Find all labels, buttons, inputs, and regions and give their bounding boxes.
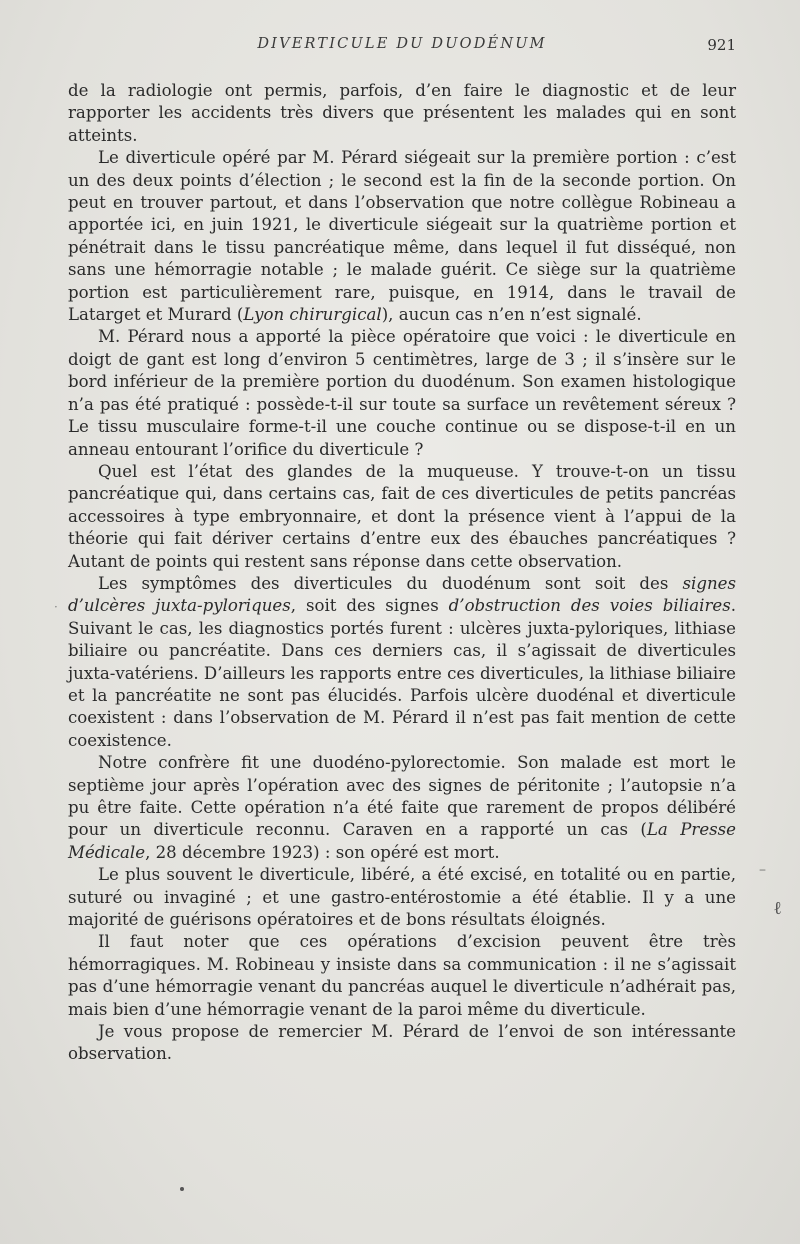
text-run: ), aucun cas n’en n’est signalé. — [381, 305, 642, 325]
body-text — [68, 80, 736, 1066]
italic-text: signes d’ulcères juxta-pyloriques — [68, 573, 736, 616]
paragraph — [68, 752, 736, 864]
paragraph — [68, 147, 736, 326]
page-header — [68, 36, 736, 58]
text-run: , soit des signes — [290, 596, 449, 616]
text-run: Je vous propose de remercier M. Pérard de l’envoi de son intéressante observation. — [68, 1022, 736, 1064]
margin-tick-mark: · — [54, 600, 58, 614]
running-title: DIVERTICULE DU DUODÉNUM — [257, 36, 547, 52]
paragraph — [68, 1021, 736, 1066]
paragraph — [68, 931, 736, 1021]
italic-text: d’obstruction des voies biliaires — [448, 596, 731, 616]
paragraph — [68, 326, 736, 460]
paragraph — [68, 80, 736, 147]
margin-dash-mark: – — [759, 862, 766, 878]
margin-pencil-mark: ℓ — [773, 898, 782, 919]
text-run: Le plus souvent le diverticule, libéré, a été excisé, en totalité ou en partie, suturé ou invaginé ; et une gastro-entérostomie a été établie. Il y a une majorité de guérisons opératoires et de bons résultats éloignés. — [68, 865, 736, 930]
text-run: Le diverticule opéré par M. Pérard siégeait sur la première portion : c’est un des deux points d’élection ; le second est la fin de la seconde portion. On peut en trouver partout, et dans l’observation que notre collègue Robineau a apportée ici, en juin 1921, le diverticule siégeait sur la quatrième portion et pénétrait dans le tissu pancréatique même, dans lequel il fut disséqué, non sans une hémorragie notable ; le malade guérit. Ce siège sur la quatrième portion est particulièrement rare, puisque, en 1914, dans le travail de Latarget et Murard ( — [68, 148, 736, 325]
page-number: 921 — [707, 36, 736, 54]
text-run: Il faut noter que ces opérations d’excision peuvent être très hémorragiques. M. Robineau y insiste dans sa communication : il ne s’agissait pas d’une hémorragie venant du pancréas auquel le diverticule n’adhérait pas, mais bien d’une hémorragie venant de la paroi même du diverticule. — [68, 932, 736, 1019]
end-dot — [180, 1187, 184, 1191]
text-run: M. Pérard nous a apporté la pièce opératoire que voici : le diverticule en doigt de gant est long d’environ 5 centimètres, large de 3 ; il s’insère sur le bord inférieur de la première portion du duodénum. Son examen histologique n’a pas été pratiqué : possède-t-il sur toute sa surface un revêtement séreux ? Le tissu musculaire forme-t-il une couche continue ou se dispose-t-il en un anneau entourant l’orifice du diverticule ? — [68, 327, 736, 459]
paragraph — [68, 461, 736, 573]
text-run: Notre confrère fit une duodéno-pylorectomie. Son malade est mort le septième jour après l’opération avec des signes de péritonite ; l’autopsie n’a pu être faite. Cette opération n’a été faite que rarement de propos délibéré pour un diverticule reconnu. Caraven en a rapporté un cas ( — [68, 753, 736, 840]
italic-text: Lyon chirurgical — [243, 305, 382, 325]
text-run: , 28 décembre 1923) : son opéré est mort. — [145, 842, 500, 862]
text-run: de la radiologie ont permis, parfois, d’en faire le diagnostic et de leur rapporter les accidents très divers que présentent les malades qui en sont atteints. — [68, 81, 736, 145]
text-run: Les symptômes des diverticules du duodénum sont soit des — [98, 573, 683, 593]
text-run: Quel est l’état des glandes de la muqueuse. Y trouve-t-on un tissu pancréatique qui, dans certains cas, fait de ces diverticules de petits pancréas accessoires à type embryonnaire, et dont la présence vient à l’appui de la théorie qui fait dériver certains d’entre eux des ébauches pancréatiques ? Autant de points qui restent sans réponse dans cette observation. — [68, 461, 736, 571]
italic-text: La Presse Médicale — [68, 820, 736, 862]
paragraph — [68, 864, 736, 931]
paragraph — [68, 573, 736, 752]
text-run: . Suivant le cas, les diagnostics portés furent : ulcères juxta-pyloriques, lithiase biliaire ou pancréatite. Dans ces derniers cas, il s’agissait de diverticules juxta-vatériens. D’ailleurs les rapports entre ces diverticules, la lithiase biliaire et la pancréatite ne sont pas élucidés. Parfois ulcère duodénal et diverticule coexistent : dans l’observation de M. Pérard il n’est pas fait mention de cette coexistence. — [68, 596, 736, 750]
